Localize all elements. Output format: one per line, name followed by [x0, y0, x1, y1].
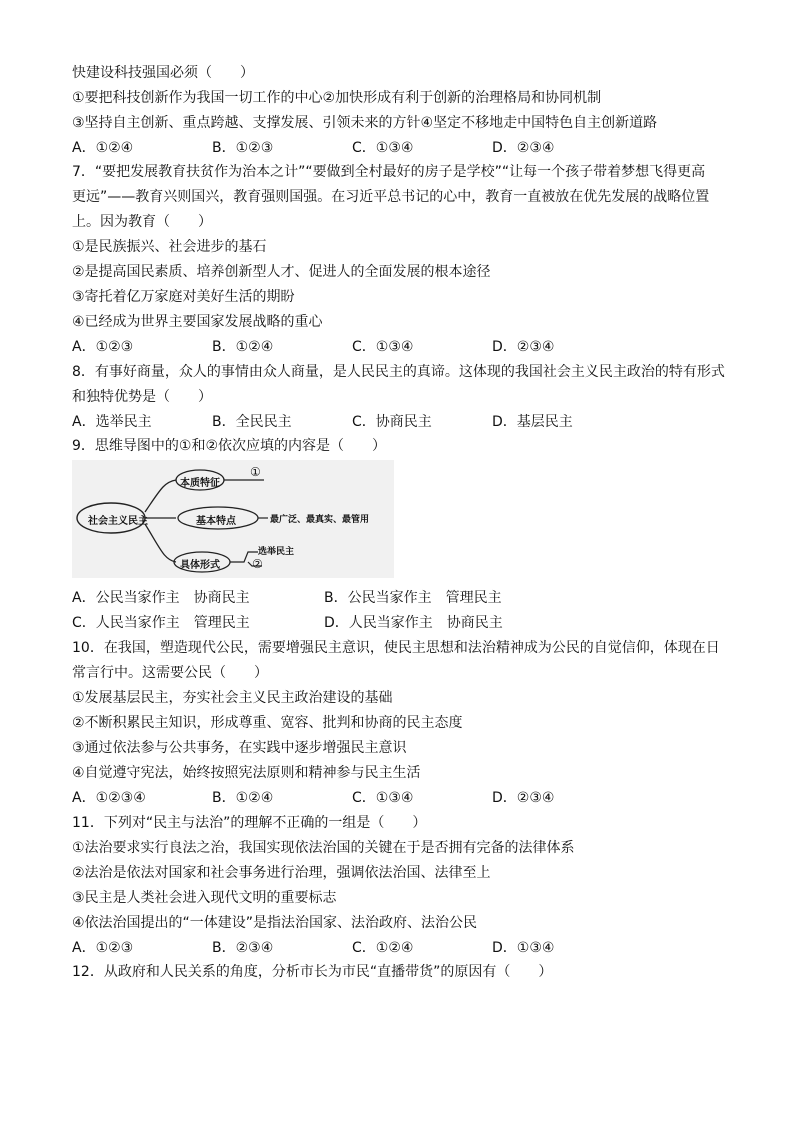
q9-option-d[interactable]: D．人民当家作主 协商民主 [324, 615, 503, 631]
q12-stem: 12．从政府和人民关系的角度，分析市长为市民“直播带货”的原因有（ ） [72, 964, 553, 980]
q7-stem-line-1: 7．“要把发展教育扶贫作为治本之计”“要做到全村最好的房子是学校”“让每一个孩子带着梦想飞得更高 [72, 164, 706, 180]
q7-option-c[interactable]: C．①③④ [352, 339, 414, 355]
mind-map-node-essence: 本质特征 [180, 478, 220, 489]
q11-option-d[interactable]: D．①③④ [492, 940, 555, 956]
q10-statement-2: ②不断积累民主知识，形成尊重、宽容、批判和协商的民主态度 [72, 715, 463, 731]
mind-map-blank-2: ② [252, 557, 263, 571]
q7-option-b[interactable]: B．①②④ [212, 339, 274, 355]
mind-map-node-features: 基本特点 [196, 516, 236, 527]
q9-stem: 9．思维导图中的①和②依次应填的内容是（ ） [72, 438, 387, 454]
q11-stem: 11．下列对“民主与法治”的理解不正确的一组是（ ） [72, 815, 427, 831]
q7-option-a[interactable]: A．①②③ [72, 339, 134, 355]
q6-option-a[interactable]: A．①②④ [72, 140, 134, 156]
q6-option-d[interactable]: D．②③④ [492, 140, 555, 156]
q6-stem-end: 快建设科技强国必须（ ） [72, 65, 254, 81]
q9-option-b[interactable]: B．公民当家作主 管理民主 [324, 590, 502, 606]
q7-statement-4: ④已经成为世界主要国家发展战略的重心 [72, 314, 323, 330]
q7-stem-line-3: 上。因为教育（ ） [72, 214, 212, 230]
q10-statement-4: ④自觉遵守宪法，始终按照宪法原则和精神参与民主生活 [72, 765, 421, 781]
q7-statement-3: ③寄托着亿万家庭对美好生活的期盼 [72, 289, 295, 305]
q7-statement-1: ①是民族振兴、社会进步的基石 [72, 239, 267, 255]
q8-stem-line-1: 8．有事好商量，众人的事情由众人商量，是人民民主的真谛。这体现的我国社会主义民主政治的特有形式 [72, 364, 725, 380]
mind-map-feature-text: 最广泛、最真实、最管用 [270, 515, 370, 525]
q8-stem-line-2: 和独特优势是（ ） [72, 389, 212, 405]
q11-statement-3: ③民主是人类社会进入现代文明的重要标志 [72, 890, 337, 906]
q11-option-a[interactable]: A．①②③ [72, 940, 134, 956]
q10-option-d[interactable]: D．②③④ [492, 790, 555, 806]
q7-stem-line-2: 更远”——教育兴则国兴，教育强则国强。在习近平总书记的心中，教育一直被放在优先发展的战略位置 [72, 189, 710, 205]
q11-option-c[interactable]: C．①②④ [352, 940, 414, 956]
q10-statement-1: ①发展基层民主，夯实社会主义民主政治建设的基础 [72, 690, 393, 706]
mind-map-figure [72, 460, 394, 578]
q7-statement-2: ②是提高国民素质、培养创新型人才、促进人的全面发展的根本途径 [72, 264, 491, 280]
q6-option-b[interactable]: B．①②③ [212, 140, 274, 156]
q6-statement-3-4: ③坚持自主创新、重点跨越、支撑发展、引领未来的方针④坚定不移地走中国特色自主创新道路 [72, 115, 658, 131]
q11-statement-1: ①法治要求实行良法之治，我国实现依法治国的关键在于是否拥有完备的法律体系 [72, 840, 575, 856]
q10-option-c[interactable]: C．①③④ [352, 790, 414, 806]
q11-statement-4: ④依法治国提出的“一体建设”是指法治国家、法治政府、法治公民 [72, 915, 478, 931]
q8-option-b[interactable]: B．全民民主 [212, 414, 292, 430]
q11-option-b[interactable]: B．②③④ [212, 940, 274, 956]
q10-option-b[interactable]: B．①②④ [212, 790, 274, 806]
q7-option-d[interactable]: D．②③④ [492, 339, 555, 355]
mind-map-root: 社会主义民主 [88, 516, 148, 527]
q9-option-a[interactable]: A．公民当家作主 协商民主 [72, 590, 250, 606]
mind-map-form-text: 选举民主 [258, 547, 295, 557]
q10-option-a[interactable]: A．①②③④ [72, 790, 146, 806]
q8-option-d[interactable]: D．基层民主 [492, 414, 573, 430]
q8-option-a[interactable]: A．选举民主 [72, 414, 152, 430]
mind-map-node-forms: 具体形式 [180, 560, 220, 571]
mind-map-blank-1: ① [250, 465, 261, 479]
q6-option-c[interactable]: C．①③④ [352, 140, 414, 156]
q10-stem-line-2: 常言行中。这需要公民（ ） [72, 665, 268, 681]
q8-option-c[interactable]: C．协商民主 [352, 414, 432, 430]
q9-option-c[interactable]: C．人民当家作主 管理民主 [72, 615, 250, 631]
q10-statement-3: ③通过依法参与公共事务，在实践中逐步增强民主意识 [72, 740, 407, 756]
q11-statement-2: ②法治是依法对国家和社会事务进行治理，强调依法治国、法律至上 [72, 865, 491, 881]
q10-stem-line-1: 10．在我国，塑造现代公民，需要增强民主意识，使民主思想和法治精神成为公民的自觉信仰，体现在日 [72, 640, 720, 656]
q6-statement-1-2: ①要把科技创新作为我国一切工作的中心②加快形成有利于创新的治理格局和协同机制 [72, 90, 602, 106]
